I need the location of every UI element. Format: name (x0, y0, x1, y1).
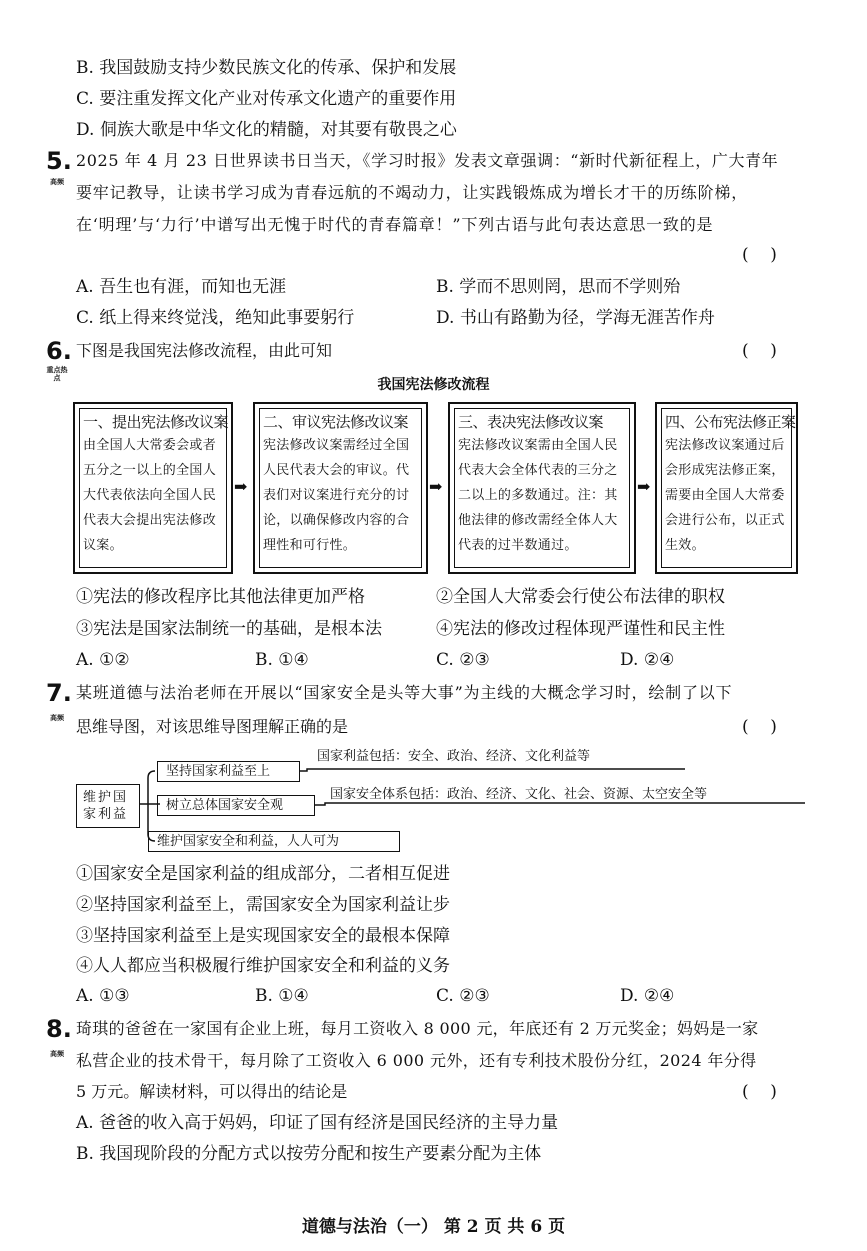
flow-arrow-icon: ➡ (637, 477, 651, 496)
q8-option-b[interactable]: B. 我国现阶段的分配方式以按劳分配和按生产要素分配为主体 (76, 1144, 542, 1164)
q7-option-c[interactable]: C. ②③ (436, 986, 490, 1006)
q7-option-d[interactable]: D. ②④ (620, 986, 675, 1006)
page-footer: 道德与法治（一） 第 2 页 共 6 页 (301, 1217, 566, 1237)
q6-stem: 下图是我国宪法修改流程，由此可知 (76, 341, 333, 360)
q6-statement-4: ④宪法的修改过程体现严谨性和民主性 (436, 619, 725, 639)
mind-map-branch-3 (148, 831, 400, 852)
q7-stem-line2: 思维导图，对该思维导图理解正确的是 (76, 717, 349, 736)
flow-step-3-body: 宪法修改议案需由全国人民代表大会全体代表的三分之二以上的多数通过。注：其他法律的修改需经全体人大代表的过半数通过。 (458, 438, 618, 553)
flow-step-2-head: 二、审议宪法修改议案 (263, 413, 409, 431)
q5-stem-line2: 要牢记教导，让读书学习成为青春远航的不竭动力，让实践锻炼成为增长才干的历练阶梯， (76, 183, 749, 202)
q5-option-a[interactable]: A. 吾生也有涯，而知也无涯 (76, 277, 287, 297)
q7-option-a[interactable]: A. ①③ (76, 986, 130, 1006)
flow-arrow-icon: ➡ (429, 477, 443, 496)
q5-tag: 高频 (50, 178, 64, 186)
q5-number: 5. (46, 147, 72, 175)
flow-step-1-body: 由全国人大常委会或者五分之一以上的全国人大代表依法向全国人民代表大会提出宪法修改议案。 (83, 438, 217, 553)
q7-statement-4: ④人人都应当积极履行维护国家安全和利益的义务 (76, 956, 450, 976)
q5-stem-line1: 2025 年 4 月 23 日世界读书日当天，《学习时报》发表文章强调：“新时代新征程上，广大青年 (76, 151, 779, 170)
flow-step-1-head: 一、提出宪法修改议案 (83, 413, 229, 431)
mind-map-root-label: 维护国家利益 (83, 790, 129, 822)
q8-option-a[interactable]: A. 爸爸的收入高于妈妈，印证了国有经济是国民经济的主导力量 (76, 1113, 559, 1133)
flow-title: 我国宪法修改流程 (377, 377, 490, 393)
q8-answer-paren[interactable]: ( ) (742, 1082, 777, 1102)
q8-tag: 高频 (50, 1050, 64, 1058)
mind-map-branch-2-label: 树立总体国家安全观 (166, 798, 284, 813)
q4-option-b: B. 我国鼓励支持少数民族文化的传承、保护和发展 (76, 58, 457, 78)
q7-tag: 高频 (50, 714, 64, 722)
q7-statement-3: ③坚持国家利益至上是实现国家安全的最根本保障 (76, 926, 450, 946)
q6-option-d[interactable]: D. ②④ (620, 650, 675, 670)
mind-map-branch-2-note: 国家安全体系包括：政治、经济、文化、社会、资源、太空安全等 (330, 787, 708, 802)
q7-answer-paren[interactable]: ( ) (742, 717, 777, 737)
q7-number: 7. (46, 679, 72, 707)
q6-option-c[interactable]: C. ②③ (436, 650, 490, 670)
q7-statement-2: ②坚持国家利益至上，需国家安全为国家利益让步 (76, 895, 450, 915)
q7-option-b[interactable]: B. ①④ (255, 986, 309, 1006)
q7-stem-line1: 某班道德与法治老师在开展以“国家安全是头等大事”为主线的大概念学习时，绘制了以下 (76, 683, 733, 702)
q8-stem-line2: 私营企业的技术骨干，每月除了工资收入 6 000 元外，还有专利技术股份分红，2024 年分得 (76, 1051, 757, 1070)
flow-step-4-body: 宪法修改议案通过后会形成宪法修正案，需要由全国人大常委会进行公布，以正式生效。 (665, 438, 785, 553)
flow-step-3-head: 三、表决宪法修改议案 (458, 413, 604, 431)
q6-option-a[interactable]: A. ①② (76, 650, 130, 670)
q5-stem-line3: 在‘明理’与‘力行’中谱写出无愧于时代的青春篇章！”下列古语与此句表达意思一致的是 (76, 215, 714, 234)
q8-stem-line1: 琦琪的爸爸在一家国有企业上班，每月工资收入 8 000 元，年底还有 2 万元奖金；妈妈是一家 (76, 1019, 759, 1038)
mind-map-branch-1 (157, 761, 300, 782)
q6-statement-1: ①宪法的修改程序比其他法律更加严格 (76, 587, 365, 607)
q8-stem-line3: 5 万元。解读材料，可以得出的结论是 (76, 1082, 348, 1101)
q8-number: 8. (46, 1015, 72, 1043)
q7-statement-1: ①国家安全是国家利益的组成部分，二者相互促进 (76, 864, 450, 884)
q6-statement-2: ②全国人大常委会行使公布法律的职权 (436, 587, 725, 607)
q6-tag: 重点热点 (46, 366, 68, 382)
q6-number: 6. (46, 337, 72, 365)
q5-option-c[interactable]: C. 纸上得来终觉浅，绝知此事要躬行 (76, 308, 355, 328)
q6-answer-paren[interactable]: ( ) (742, 341, 777, 361)
q5-answer-paren[interactable]: ( ) (742, 245, 777, 265)
flow-step-4-head: 四、公布宪法修正案 (665, 413, 796, 431)
mind-map-branch-1-note: 国家利益包括：安全、政治、经济、文化利益等 (317, 749, 591, 764)
mind-map-root (76, 784, 140, 828)
mind-map-branch-2 (157, 795, 315, 816)
flow-arrow-icon: ➡ (234, 477, 248, 496)
q6-option-b[interactable]: B. ①④ (255, 650, 309, 670)
q4-option-d: D. 侗族大歌是中华文化的精髓，对其要有敬畏之心 (76, 120, 457, 140)
q6-statement-3: ③宪法是国家法制统一的基础，是根本法 (76, 619, 382, 639)
flow-step-2-body: 宪法修改议案需经过全国人民代表大会的审议。代表们对议案进行充分的讨论，以确保修改内容的合理性和可行性。 (263, 438, 410, 553)
q4-option-c: C. 要注重发挥文化产业对传承文化遗产的重要作用 (76, 89, 457, 109)
mind-map-branch-3-label: 维护国家安全和利益，人人可为 (157, 834, 340, 849)
q5-option-d[interactable]: D. 书山有路勤为径，学海无涯苦作舟 (436, 308, 715, 328)
mind-map-branch-1-label: 坚持国家利益至上 (166, 764, 271, 779)
q5-option-b[interactable]: B. 学而不思则罔，思而不学则殆 (436, 277, 681, 297)
